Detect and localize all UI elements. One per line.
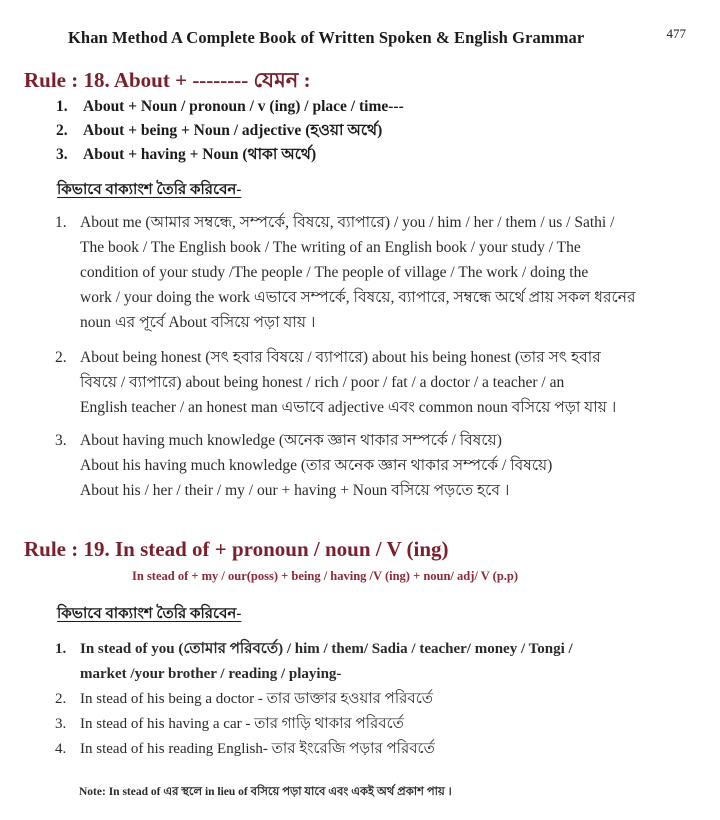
example-item (55, 345, 700, 420)
rule-18-heading: Rule : 18. About + -------- যেমন : (24, 68, 311, 92)
pattern-item (56, 95, 404, 119)
pattern-number: 2. (56, 122, 68, 139)
example-item (55, 712, 695, 737)
rule-18-subheading: কিভাবে বাক্যাংশ তৈরি করিবেন- (57, 182, 242, 198)
example-number: 1. (55, 214, 67, 231)
example-line: work / your doing the work এভাবে সম্পর্কে, বিষয়ে, ব্যাপারে, সম্বন্ধে অর্থে প্রায় সকল ধরনের (80, 289, 636, 306)
example-line: The book / The English book / The writing of an English book / your study / The (80, 239, 581, 256)
example-number: 2. (55, 691, 67, 707)
example-line: In stead of you (তোমার পরিবর্তে) / him / them/ Sadia / teacher/ money / Tongi / (80, 641, 573, 657)
example-line: English teacher / an honest man এভাবে adjective এবং common noun বসিয়ে পড়া যায় । (80, 399, 617, 416)
rule-19-note: Note: In stead of এর স্থলে in lieu of বসিয়ে পড়া যাবে এবং একই অর্থ প্রকাশ পায় । (79, 786, 452, 798)
example-line: market /your brother / reading / playing- (80, 666, 342, 682)
rule-18-pattern-list (56, 95, 404, 167)
example-item (55, 637, 695, 662)
example-line: noun এর পূর্বে About বসিয়ে পড়া যায় । (80, 314, 316, 331)
example-number: 3. (55, 716, 67, 732)
pattern-item (56, 119, 404, 143)
rule-19-heading: Rule : 19. In stead of + pronoun / noun / V (ing) (24, 537, 449, 561)
pattern-text: About + being + Noun / adjective (হওয়া অর্থে) (83, 122, 383, 139)
example-line: About being honest (সৎ হবার বিষয়ে / ব্যাপারে) about his being honest (তার সৎ হবার (80, 349, 601, 366)
example-line: In stead of his being a doctor - তার ডাক্তার হওয়ার পরিবর্তে (80, 691, 433, 707)
example-number: 3. (55, 432, 67, 449)
example-number: 1. (55, 641, 67, 657)
example-line: About his having much knowledge (তার অনেক জ্ঞান থাকার সম্পর্কে / বিষয়ে) (80, 457, 553, 474)
pattern-number: 1. (56, 98, 68, 115)
pattern-text: About + having + Noun (থাকা অর্থে) (83, 146, 317, 163)
example-line: About his / her / their / my / our + having + Noun বসিয়ে পড়তে হবে । (80, 482, 510, 499)
example-line: About me (আমার সম্বন্ধে, সম্পর্কে, বিষয়ে, ব্যাপারে) / you / him / her / them / us / Sathi / (80, 214, 615, 231)
example-line: In stead of his reading English- তার ইংরেজি পড়ার পরিবর্তে (80, 741, 435, 757)
example-item (55, 210, 700, 335)
pattern-item (56, 143, 404, 167)
rule-19-subheading: কিভাবে বাক্যাংশ তৈরি করিবেন- (57, 606, 242, 622)
example-line: In stead of his having a car - তার গাড়ি থাকার পরিবর্তে (80, 716, 404, 732)
example-line: condition of your study /The people / The people of village / The work / doing the (80, 264, 589, 281)
example-item (55, 687, 695, 712)
example-line: বিষয়ে / ব্যাপারে) about being honest / rich / poor / fat / a doctor / a teacher / an (80, 374, 565, 391)
example-item (55, 737, 695, 762)
example-line: About having much knowledge (অনেক জ্ঞান থাকার সম্পর্কে / বিষয়ে) (80, 432, 502, 449)
page-number: 477 (666, 26, 686, 41)
rule-19-formula: In stead of + my / our(poss) + being / having /V (ing) + noun/ adj/ V (p.p) (132, 569, 519, 583)
rule-19-example-list (55, 637, 695, 762)
example-item (55, 428, 700, 503)
example-number: 2. (55, 349, 67, 366)
book-title: Khan Method A Complete Book of Written Spoken & English Grammar (68, 28, 585, 47)
pattern-number: 3. (56, 146, 68, 163)
pattern-text: About + Noun / pronoun / v (ing) / place / time--- (83, 98, 404, 115)
example-number: 4. (55, 741, 67, 757)
page-header (60, 26, 700, 50)
example-item-continued (55, 662, 695, 687)
rule-18-example-list (55, 210, 700, 503)
